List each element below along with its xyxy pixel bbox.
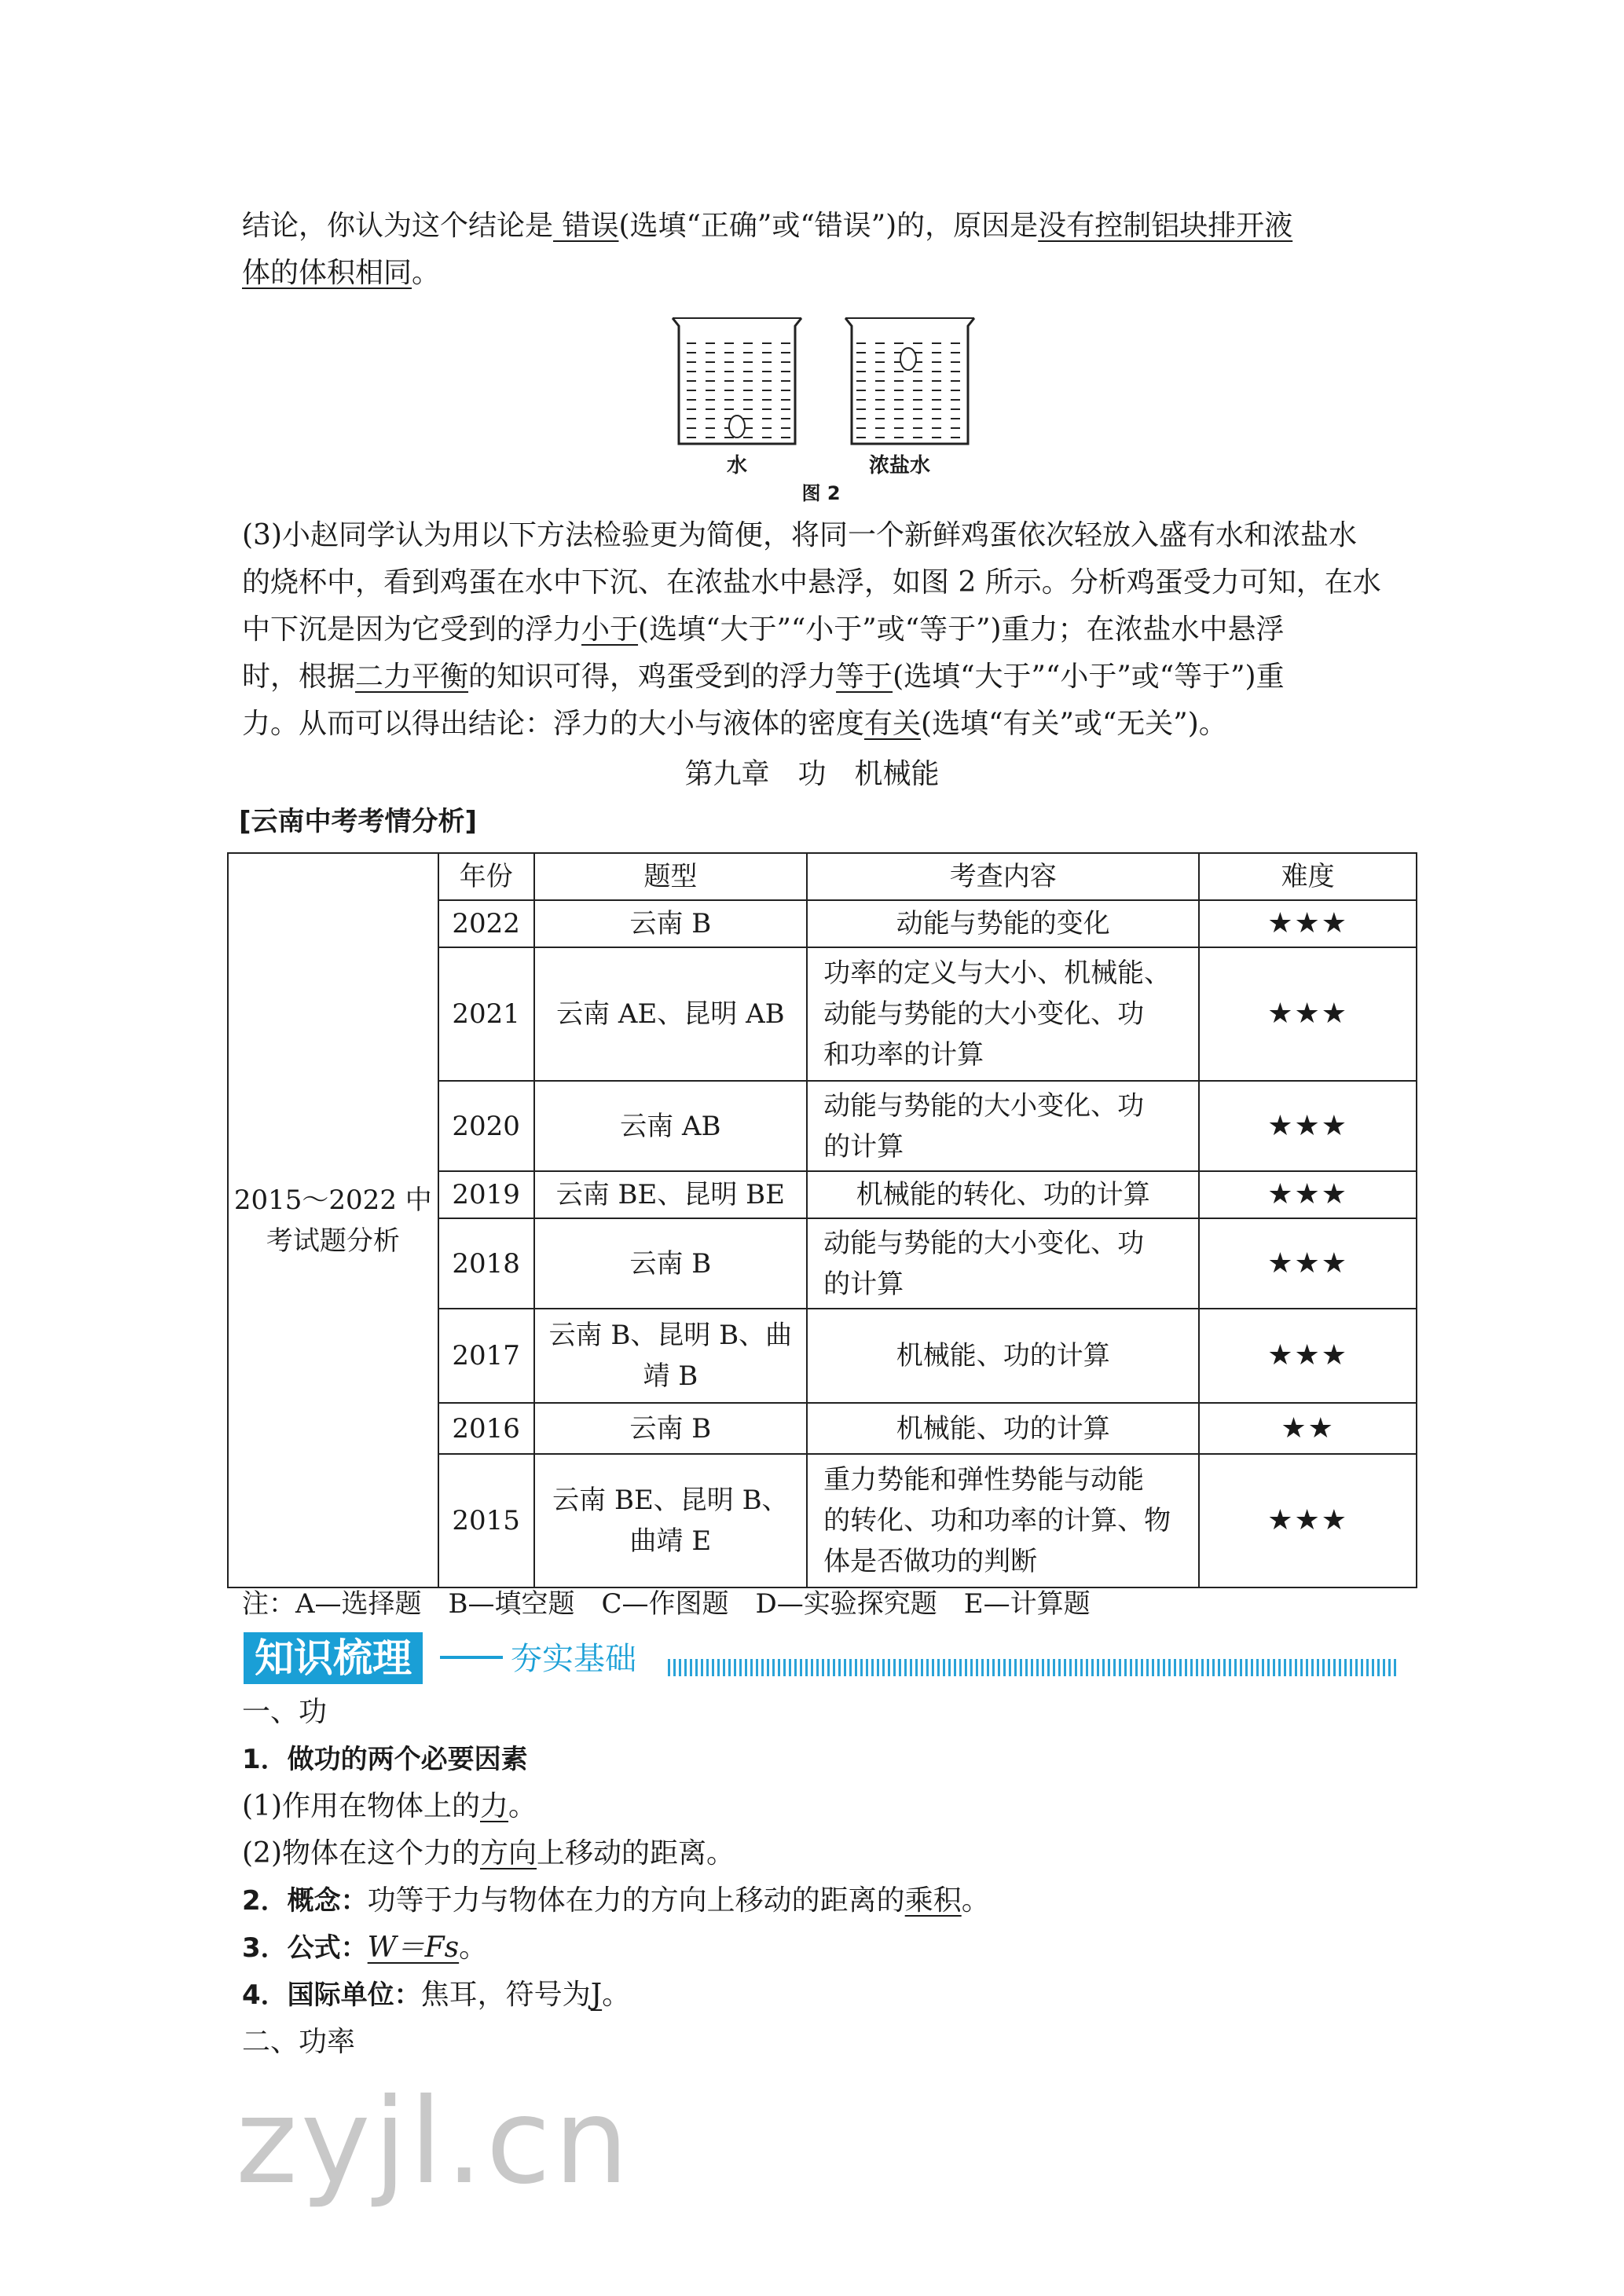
cell-stars: ★★★ (1199, 1171, 1417, 1218)
cell-line: 体是否做功的判断 (823, 1546, 1038, 1577)
banner-connector (440, 1656, 503, 1659)
answer-reason: 没有控制铝块排开液 (1038, 210, 1293, 242)
cell-line: 的转化、功和功率的计算、物 (823, 1505, 1171, 1536)
beaker-water (673, 318, 801, 444)
q3-line-1: (3)小赵同学认为用以下方法检验更为简便，将同一个新鲜鸡蛋依次轻放入盛有水和浓盐水 (242, 519, 1357, 551)
q3-text: 中下沉是因为它受到的浮力 (242, 613, 582, 646)
cell-content (807, 1218, 1199, 1309)
side-label-line: 考试题分析 (266, 1225, 400, 1257)
cell-stars: ★★ (1199, 1403, 1417, 1454)
cell-content (807, 1081, 1199, 1171)
q3-text: (选填“大于”“小于”或“等于”)重 (893, 661, 1285, 693)
cell-line: 动能与势能的大小变化、功 (823, 1089, 1145, 1122)
header-content: 考查内容 (807, 853, 1199, 900)
cell-line: 云南 AB (620, 1110, 721, 1142)
answer-reason-cont: 体的体积相同 (242, 257, 412, 289)
cell-content (807, 900, 1199, 947)
cell-line: 重力势能和弹性势能与动能 (823, 1464, 1145, 1496)
header-difficulty: 难度 (1199, 853, 1417, 900)
cell-stars: ★★★ (1199, 947, 1417, 1081)
intro-text: 结论，你认为这个结论是 (242, 210, 554, 242)
answer-balance: 二力平衡 (355, 661, 469, 693)
answer-formula: W＝Fs (367, 1932, 460, 1964)
egg-sinking (729, 416, 745, 438)
item-text: 。 (961, 1884, 990, 1917)
watermark: zyjl.cn (236, 2074, 632, 2210)
cell-content (807, 947, 1199, 1081)
cell-line: 动能与势能的大小变化、功 (823, 1227, 1145, 1259)
cell-type (534, 1309, 808, 1403)
cell-line: 动能与势能的大小变化、功 (823, 998, 1145, 1030)
item-text: (1)作用在物体上的 (242, 1790, 480, 1822)
item-text: 功等于力与物体在力的方向上移动的距离的 (367, 1884, 905, 1917)
banner-stripe (668, 1659, 1399, 1676)
cell-line: 云南 B、昆明 B、曲 (548, 1320, 793, 1351)
item-text: (2)物体在这个力的 (242, 1837, 480, 1869)
cell-type (534, 947, 808, 1081)
section-banner-title: 知识梳理 (244, 1632, 423, 1684)
item-text: 上移动的距离。 (537, 1837, 735, 1869)
answer-related: 有关 (864, 708, 922, 740)
cell-line: 靖 B (643, 1360, 698, 1392)
cell-line: 机械能、功的计算 (896, 1412, 1110, 1445)
intro-text: (选填“正确”或“错误”)的，原因是 (618, 210, 1039, 242)
cell-type (534, 900, 808, 947)
q3-text: (选填“有关”或“无关”)。 (921, 708, 1227, 740)
cell-type (534, 1171, 808, 1218)
cell-stars: ★★★ (1199, 1454, 1417, 1587)
header-type: 题型 (534, 853, 808, 900)
beaker-salt-water (845, 318, 974, 444)
cell-type (534, 1454, 808, 1587)
cell-line: 动能与势能的变化 (896, 908, 1110, 939)
analysis-heading: [云南中考考情分析] (239, 806, 478, 837)
cell-stars: ★★★ (1199, 1081, 1417, 1171)
cell-content (807, 1309, 1199, 1403)
cell-year: 2020 (438, 1081, 534, 1171)
item-text: 。 (459, 1932, 488, 1964)
cell-line: 云南 BE、昆明 B、 (552, 1485, 789, 1516)
intro-line-1 (242, 203, 1397, 250)
side-label-line: 2015～2022 中 (233, 1184, 432, 1216)
item-label: 3．公式： (242, 1932, 368, 1964)
q3-text: 的知识可得，鸡蛋受到的浮力 (468, 661, 837, 693)
q3-line-5 (242, 701, 1397, 748)
answer-equal: 等于 (836, 661, 893, 693)
cell-line: 功率的定义与大小、机械能、 (823, 958, 1171, 989)
egg-floating (900, 348, 916, 370)
cell-line: 云南 B (629, 908, 712, 939)
item-label: 2．概念： (242, 1885, 368, 1917)
item-formula (242, 1924, 1397, 1972)
cell-year: 2015 (438, 1454, 534, 1587)
section-work: 一、功 (242, 1696, 328, 1728)
cell-line: 机械能、功的计算 (896, 1340, 1110, 1371)
header-year: 年份 (438, 853, 534, 900)
answer-force: 力 (480, 1790, 509, 1822)
table-note: 注：A—选择题 B—填空题 C—作图题 D—实验探究题 E—计算题 (242, 1588, 1091, 1620)
q3-text: (选填“大于”“小于”或“等于”)重力；在浓盐水中悬浮 (638, 613, 1285, 646)
cell-line: 和功率的计算 (823, 1039, 984, 1071)
q3-line-2: 的烧杯中，看到鸡蛋在水中下沉、在浓盐水中悬浮，如图 2 所示。分析鸡蛋受力可知，在水 (242, 566, 1381, 599)
cell-year: 2022 (438, 900, 534, 947)
cell-year: 2019 (438, 1171, 534, 1218)
item-concept (242, 1877, 1397, 1924)
section-banner-subtitle: 夯实基础 (511, 1641, 636, 1677)
cell-type (534, 1403, 808, 1454)
section-power: 二、功率 (242, 2026, 356, 2058)
q3-text: 时，根据 (242, 661, 356, 693)
q3-line-4 (242, 654, 1397, 701)
answer-less-than: 小于 (581, 613, 639, 646)
cell-content (807, 1454, 1199, 1587)
item-text: 。 (508, 1790, 537, 1822)
intro-line-2 (242, 250, 1397, 297)
intro-text: 。 (412, 257, 441, 289)
cell-year: 2016 (438, 1403, 534, 1454)
table-side-label (228, 853, 438, 1587)
cell-content (807, 1171, 1199, 1218)
cell-line: 云南 AE、昆明 AB (556, 998, 785, 1030)
cell-line: 云南 B (629, 1412, 712, 1445)
cell-content (807, 1403, 1199, 1454)
answer-unit: J (590, 1979, 603, 2011)
cell-type (534, 1218, 808, 1309)
item-unit (242, 1972, 1397, 2019)
item-label: 4．国际单位： (242, 1979, 421, 2011)
cell-year: 2017 (438, 1309, 534, 1403)
answer-direction: 方向 (480, 1837, 537, 1869)
figure-caption: 图 2 (801, 482, 841, 504)
cell-year: 2021 (438, 947, 534, 1081)
chapter-title: 第九章 功 机械能 (684, 758, 940, 790)
cell-line: 机械能的转化、功的计算 (856, 1179, 1150, 1210)
item-factor-2 (242, 1830, 1397, 1877)
cell-line: 的计算 (823, 1130, 904, 1163)
answer-conclusion: 错误 (553, 210, 619, 242)
cell-stars: ★★★ (1199, 1218, 1417, 1309)
cell-line: 云南 BE、昆明 BE (555, 1179, 785, 1210)
cell-stars: ★★★ (1199, 1309, 1417, 1403)
q3-line-3 (242, 606, 1397, 654)
cell-type (534, 1081, 808, 1171)
q3-text: 力。从而可以得出结论：浮力的大小与液体的密度 (242, 708, 865, 740)
item-factor-1 (242, 1783, 1397, 1830)
cell-stars: ★★★ (1199, 900, 1417, 947)
answer-product: 乘积 (904, 1884, 962, 1917)
cell-year: 2018 (438, 1218, 534, 1309)
item-text: 。 (602, 1979, 631, 2011)
exam-analysis-table (227, 852, 1417, 1588)
cell-line: 曲靖 E (629, 1525, 712, 1557)
cell-line: 云南 B (629, 1247, 712, 1280)
item-work-factors: 1．做功的两个必要因素 (242, 1744, 528, 1775)
figure-label-salt-water: 浓盐水 (868, 454, 930, 478)
figure-label-water: 水 (726, 454, 747, 478)
item-text: 焦耳，符号为 (420, 1979, 591, 2011)
cell-line: 的计算 (823, 1268, 904, 1300)
